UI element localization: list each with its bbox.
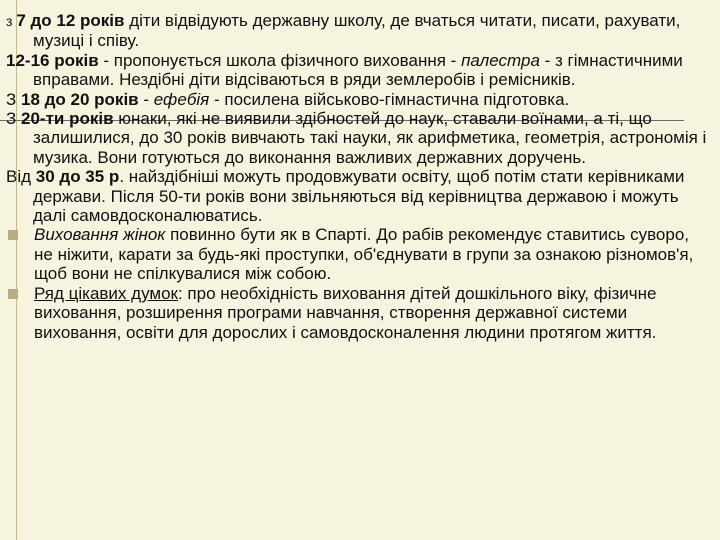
paragraph-text: - bbox=[138, 89, 154, 109]
paragraph-7-12 bbox=[6, 11, 710, 51]
paragraph-text: діти відвідують державну школу, де вчаться читати, писати, рахувати, музиці і співу. bbox=[33, 11, 681, 51]
term-efebia: ефебія bbox=[153, 89, 210, 109]
paragraph-text: . найздібніші можуть продовжувати освіту, щоб потім стати керівниками держави. Після 50-ти років вони звільняються від керівництва державою і можуть далі самовдосконалюватись. bbox=[33, 167, 685, 226]
bullet-text: : про необхідність виховання дітей дошкільного віку, фізичне виховання, розширення програми навчання, створення державної системи виховання, освіти для дорослих і самовдосконалення людини протягом життя. bbox=[34, 283, 657, 342]
paragraph-text: юнаки, які не виявили здібностей до наук, ставали воїнами, а ті, що залишилися, до 30 років вивчають такі науки, як арифметика, геометрія, астрономія і музика. Вони готуються до виконання важливих державних доручень. bbox=[33, 109, 707, 167]
paragraph-18-20 bbox=[6, 90, 710, 109]
square-bullet-icon bbox=[8, 230, 18, 240]
term-palestra: палестра bbox=[461, 50, 540, 70]
prefix: З bbox=[6, 109, 21, 129]
prefix: З bbox=[6, 89, 21, 109]
bullet-heading: Ряд цікавих думок bbox=[34, 283, 178, 303]
age-range: 18 до 20 років bbox=[21, 89, 139, 109]
paragraph-text: - посилена військово-гімнастична підготовка. bbox=[209, 89, 570, 109]
paragraph-12-16 bbox=[6, 51, 710, 90]
paragraph-30-35 bbox=[6, 167, 710, 225]
bullet-text: повинно бути як в Спарті. До рабів рекомендує ставитись суворо, не ніжити, карати за будь-які проступки, об'єднувати в групи за ознакою різномов'я, щоб вони не спілкувалися між собою. bbox=[34, 225, 694, 284]
bullet-interesting-ideas bbox=[6, 284, 710, 342]
bullet-heading: Виховання жінок bbox=[34, 225, 166, 245]
prefix: Від bbox=[6, 167, 36, 187]
age-range: 12-16 років bbox=[6, 50, 99, 70]
paragraph-20 bbox=[6, 109, 710, 167]
age-range: 7 до 12 років bbox=[16, 11, 125, 30]
prefix: з bbox=[6, 13, 17, 29]
paragraph-text: - з гімнастичними вправами. Нездібні діти відсіваються в ряди землеробів і ремісників. bbox=[33, 50, 683, 90]
square-bullet-icon bbox=[8, 289, 18, 299]
bullet-women-education bbox=[6, 225, 710, 283]
age-range: 20-ти років bbox=[21, 109, 114, 129]
paragraph-text: - пропонується школа фізичного виховання - bbox=[98, 50, 462, 70]
slide-text bbox=[6, 11, 710, 342]
age-range: 30 до 35 р bbox=[35, 167, 120, 187]
